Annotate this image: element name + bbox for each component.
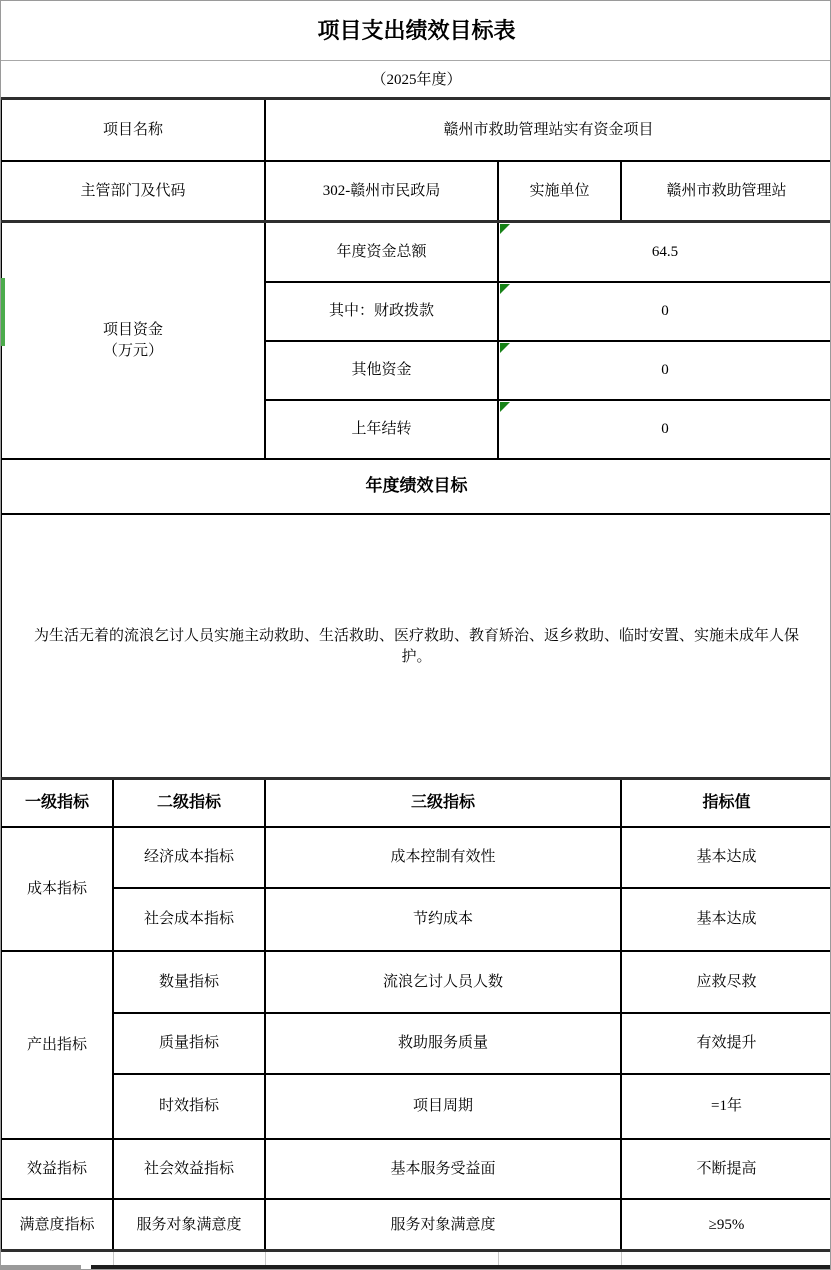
ghost-gridline (113, 1252, 114, 1265)
project-funds-label-line2: （万元） (102, 342, 163, 359)
fund-row-label-fiscal: 其中：财政拨款 (265, 282, 498, 341)
ghost-gridline (621, 1252, 622, 1265)
cell-corner-triangle-icon (500, 402, 510, 412)
fund-row-label-other: 其他资金 (265, 341, 498, 400)
ghost-gridline (498, 1252, 499, 1265)
project-funds-label (1, 222, 265, 459)
level2-cell: 社会效益指标 (113, 1139, 265, 1199)
fund-row-value-total: 64.5 (498, 222, 831, 282)
header-level3: 三级指标 (265, 779, 621, 827)
level1-cost: 成本指标 (1, 827, 113, 951)
level1-satisfaction: 满意度指标 (1, 1199, 113, 1251)
divider-under-department-row (1, 220, 831, 223)
level3-cell: 节约成本 (265, 888, 621, 951)
level2-cell: 社会成本指标 (113, 888, 265, 951)
bottom-edge-band (91, 1265, 831, 1270)
level3-cell: 服务对象满意度 (265, 1199, 621, 1251)
implementing-unit-label: 实施单位 (498, 161, 621, 222)
fund-row-label-carryover: 上年结转 (265, 400, 498, 459)
indicator-value-cell: ≥95% (621, 1199, 831, 1251)
cell-corner-triangle-icon (500, 343, 510, 353)
cell-corner-triangle-icon (500, 224, 510, 234)
cell-corner-triangle-icon (500, 284, 510, 294)
level3-cell: 救助服务质量 (265, 1013, 621, 1074)
bottom-edge-band (1, 1265, 81, 1270)
indicator-value-cell: 基本达成 (621, 888, 831, 951)
indicator-value-cell: =1年 (621, 1074, 831, 1139)
divider-under-last-row (1, 1249, 831, 1252)
divider-under-subtitle (1, 97, 831, 100)
header-level2: 二级指标 (113, 779, 265, 827)
department-value: 302-赣州市民政局 (265, 161, 498, 222)
annual-goal-header: 年度绩效目标 (1, 459, 831, 514)
level3-cell: 项目周期 (265, 1074, 621, 1139)
indicator-value-cell: 有效提升 (621, 1013, 831, 1074)
level3-cell: 流浪乞讨人员人数 (265, 951, 621, 1013)
fiscal-year-subtitle: （2025年度） (1, 61, 831, 99)
header-value: 指标值 (621, 779, 831, 827)
level1-benefit: 效益指标 (1, 1139, 113, 1199)
level2-cell: 质量指标 (113, 1013, 265, 1074)
fund-row-value-carryover: 0 (498, 400, 831, 459)
department-label: 主管部门及代码 (1, 161, 265, 222)
page-title: 项目支出绩效目标表 (1, 1, 831, 61)
level1-output: 产出指标 (1, 951, 113, 1139)
level3-cell: 成本控制有效性 (265, 827, 621, 888)
level2-cell: 经济成本指标 (113, 827, 265, 888)
level2-cell: 服务对象满意度 (113, 1199, 265, 1251)
fund-row-value-other: 0 (498, 341, 831, 400)
project-funds-label-line1: 项目资金 (102, 322, 163, 339)
project-name-label: 项目名称 (1, 99, 265, 161)
annual-goal-description: 为生活无着的流浪乞讨人员实施主动救助、生活救助、医疗救助、教育矫治、返乡救助、临时安置、实施未成年人保护。 (1, 514, 831, 779)
indicator-value-cell: 应救尽救 (621, 951, 831, 1013)
ghost-gridline (265, 1252, 266, 1265)
indicator-value-cell: 不断提高 (621, 1139, 831, 1199)
fund-row-label-total: 年度资金总额 (265, 222, 498, 282)
level3-cell: 基本服务受益面 (265, 1139, 621, 1199)
indicator-value-cell: 基本达成 (621, 827, 831, 888)
project-name-value: 赣州市救助管理站实有资金项目 (265, 99, 831, 161)
level2-cell: 数量指标 (113, 951, 265, 1013)
fund-row-value-fiscal: 0 (498, 282, 831, 341)
left-edge-green-marker (1, 278, 5, 346)
implementing-unit-value: 赣州市救助管理站 (621, 161, 831, 222)
level2-cell: 时效指标 (113, 1074, 265, 1139)
divider-above-indicator-table (1, 777, 831, 780)
header-level1: 一级指标 (1, 779, 113, 827)
